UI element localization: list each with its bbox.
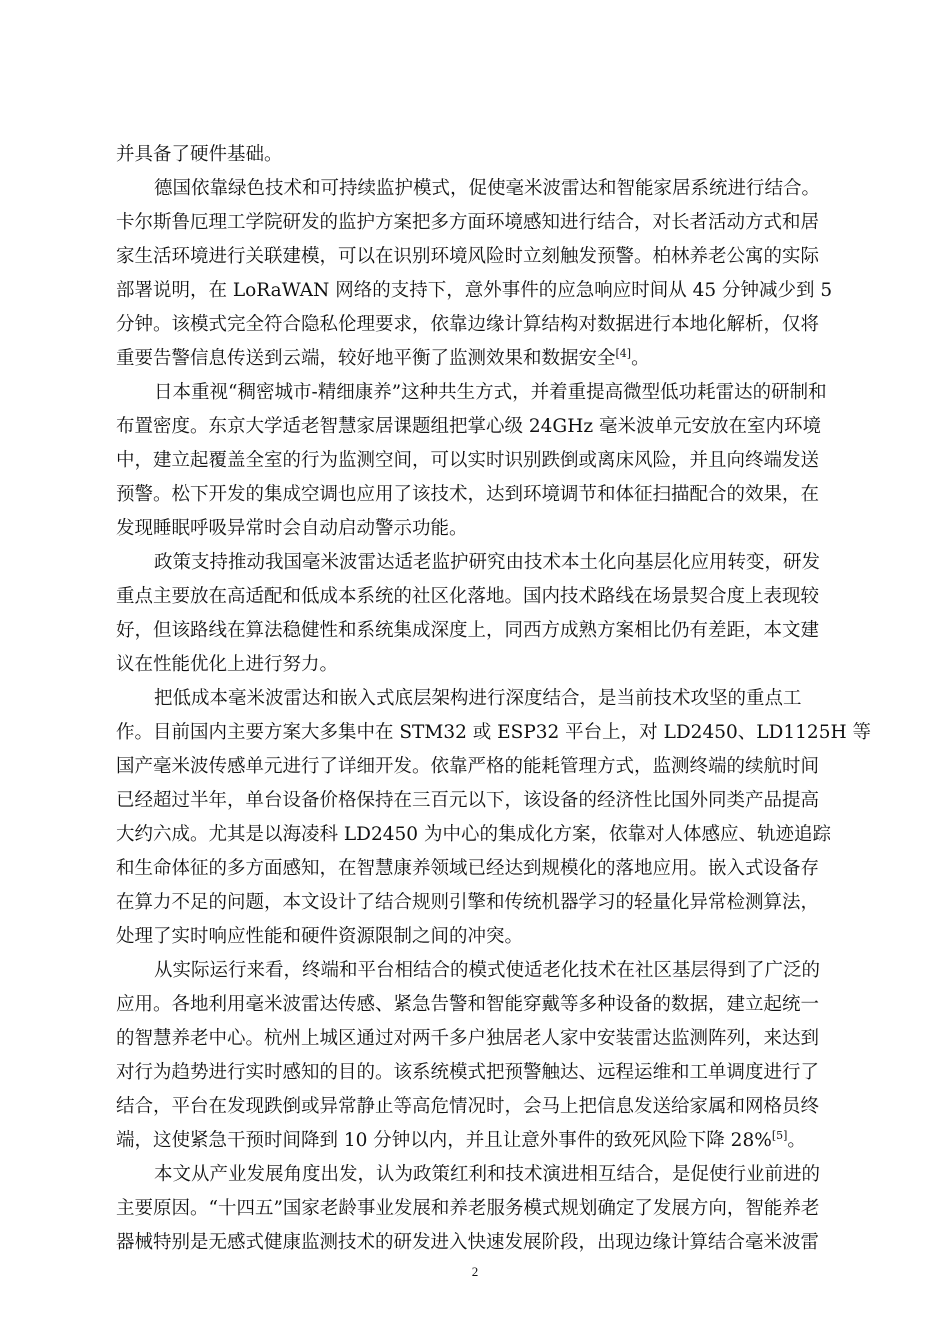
line-text: 国产毫米波传感单元进行了详细开发。依靠严格的能耗管理方式，监测终端的续航时间 [116, 756, 820, 777]
text-line [116, 211, 819, 235]
line-text: 分钟。该模式完全符合隐私伦理要求，依靠边缘计算结构对数据进行本地化解析，仅将 [116, 314, 820, 335]
text-line [116, 1231, 819, 1255]
text-line [116, 585, 819, 609]
text-line [116, 245, 819, 269]
line-text: 作。目前国内主要方案大多集中在 STM32 或 ESP32 平台上，对 LD2450、LD1125H 等 [116, 722, 871, 743]
text-line [116, 993, 819, 1017]
text-line [116, 1197, 819, 1221]
line-text: 。 [631, 348, 650, 369]
paragraph-first-line [154, 1163, 820, 1187]
line-text: 和生命体征的多方面感知，在智慧康养领域已经达到规模化的落地应用。嵌入式设备存 [116, 858, 820, 879]
text-line [116, 1129, 806, 1153]
line-text: 端，这使紧急干预时间降到 10 分钟以内，并且让意外事件的致死风险下降 28% [116, 1130, 772, 1151]
text-line [116, 143, 283, 167]
line-text: 器械特别是无感式健康监测技术的研发进入快速发展阶段，出现边缘计算结合毫米波雷 [116, 1232, 820, 1253]
text-line [116, 925, 523, 949]
paragraph-first-line [154, 959, 820, 983]
line-text: 发现睡眠呼吸异常时会自动启动警示功能。 [116, 518, 468, 539]
line-text: 好，但该路线在算法稳健性和系统集成深度上，同西方成熟方案相比仍有差距，本文建 [116, 620, 820, 641]
line-text: 把低成本毫米波雷达和嵌入式底层架构进行深度结合，是当前技术攻坚的重点工 [154, 688, 802, 709]
line-text: 重点主要放在高适配和低成本系统的社区化落地。国内技术路线在场景契合度上表现较 [116, 586, 820, 607]
line-text: 部署说明，在 LoRaWAN 网络的支持下，意外事件的应急响应时间从 45 分钟减少到 5 [116, 280, 833, 301]
line-text: 重要告警信息传送到云端，较好地平衡了监测效果和数据安全 [116, 348, 616, 369]
citation-ref: [5] [771, 1128, 788, 1142]
line-text: 从实际运行来看，终端和平台相结合的模式使适老化技术在社区基层得到了广泛的 [154, 960, 821, 981]
line-text: 政策支持推动我国毫米波雷达适老监护研究由技术本土化向基层化应用转变，研发 [154, 552, 821, 573]
text-line [116, 449, 819, 473]
text-line [116, 347, 650, 371]
line-text: 应用。各地利用毫米波雷达传感、紧急告警和智能穿戴等多种设备的数据，建立起统一 [116, 994, 820, 1015]
page-number: 2 [471, 1264, 479, 1279]
text-line [116, 619, 819, 643]
text-line [116, 721, 871, 745]
text-line [116, 857, 819, 881]
text-line [116, 483, 819, 507]
text-line [116, 1061, 819, 1085]
paragraph-first-line [154, 551, 820, 575]
line-text: 。 [787, 1130, 806, 1151]
text-line [116, 1095, 819, 1119]
text-line [116, 313, 819, 337]
citation-ref: [4] [615, 346, 632, 360]
line-text: 已经超过半年，单台设备价格保持在三百元以下，该设备的经济性比国外同类产品提高 [116, 790, 820, 811]
text-line [116, 823, 831, 847]
line-text: 议在性能优化上进行努力。 [116, 654, 339, 675]
line-text: 并具备了硬件基础。 [116, 144, 283, 165]
line-text: 卡尔斯鲁厄理工学院研发的监护方案把多方面环境感知进行结合，对长者活动方式和居 [116, 212, 820, 233]
line-text: 家生活环境进行关联建模，可以在识别环境风险时立刻触发预警。柏林养老公寓的实际 [116, 246, 820, 267]
text-line [116, 1027, 819, 1051]
text-line [116, 891, 819, 915]
paragraph-first-line [154, 177, 820, 201]
text-line [116, 653, 338, 677]
paragraph-first-line [154, 687, 802, 711]
line-text: 结合，平台在发现跌倒或异常静止等高危情况时，会马上把信息发送给家属和网格员终 [116, 1096, 820, 1117]
line-text: 在算力不足的问题，本文设计了结合规则引擎和传统机器学习的轻量化异常检测算法， [116, 892, 820, 913]
line-text: 大约六成。尤其是以海凌科 LD2450 为中心的集成化方案，依靠对人体感应、轨迹追踪 [116, 824, 831, 845]
text-line [116, 415, 821, 439]
line-text: 中，建立起覆盖全室的行为监测空间，可以实时识别跌倒或离床风险，并且向终端发送 [116, 450, 820, 471]
line-text: 德国依靠绿色技术和可持续监护模式，促使毫米波雷达和智能家居系统进行结合。 [154, 178, 821, 199]
text-line [116, 517, 468, 541]
text-line [116, 279, 832, 303]
line-text: 本文从产业发展角度出发，认为政策红利和技术演进相互结合，是促使行业前进的 [154, 1164, 821, 1185]
line-text: 预警。松下开发的集成空调也应用了该技术，达到环境调节和体征扫描配合的效果，在 [116, 484, 820, 505]
line-text: 对行为趋势进行实时感知的目的。该系统模式把预警触达、远程运维和工单调度进行了 [116, 1062, 820, 1083]
line-text: 布置密度。东京大学适老智慧家居课题组把掌心级 24GHz 毫米波单元安放在室内环境 [116, 416, 821, 437]
text-line [116, 789, 819, 813]
paragraph-first-line [154, 381, 827, 405]
line-text: 主要原因。“十四五”国家老龄事业发展和养老服务模式规划确定了发展方向，智能养老 [116, 1198, 820, 1219]
line-text: 日本重视“稠密城市-精细康养”这种共生方式，并着重提高微型低功耗雷达的研制和 [154, 382, 827, 403]
text-line [116, 755, 819, 779]
line-text: 处理了实时响应性能和硬件资源限制之间的冲突。 [116, 926, 524, 947]
line-text: 的智慧养老中心。杭州上城区通过对两千多户独居老人家中安装雷达监测阵列，来达到 [116, 1028, 820, 1049]
